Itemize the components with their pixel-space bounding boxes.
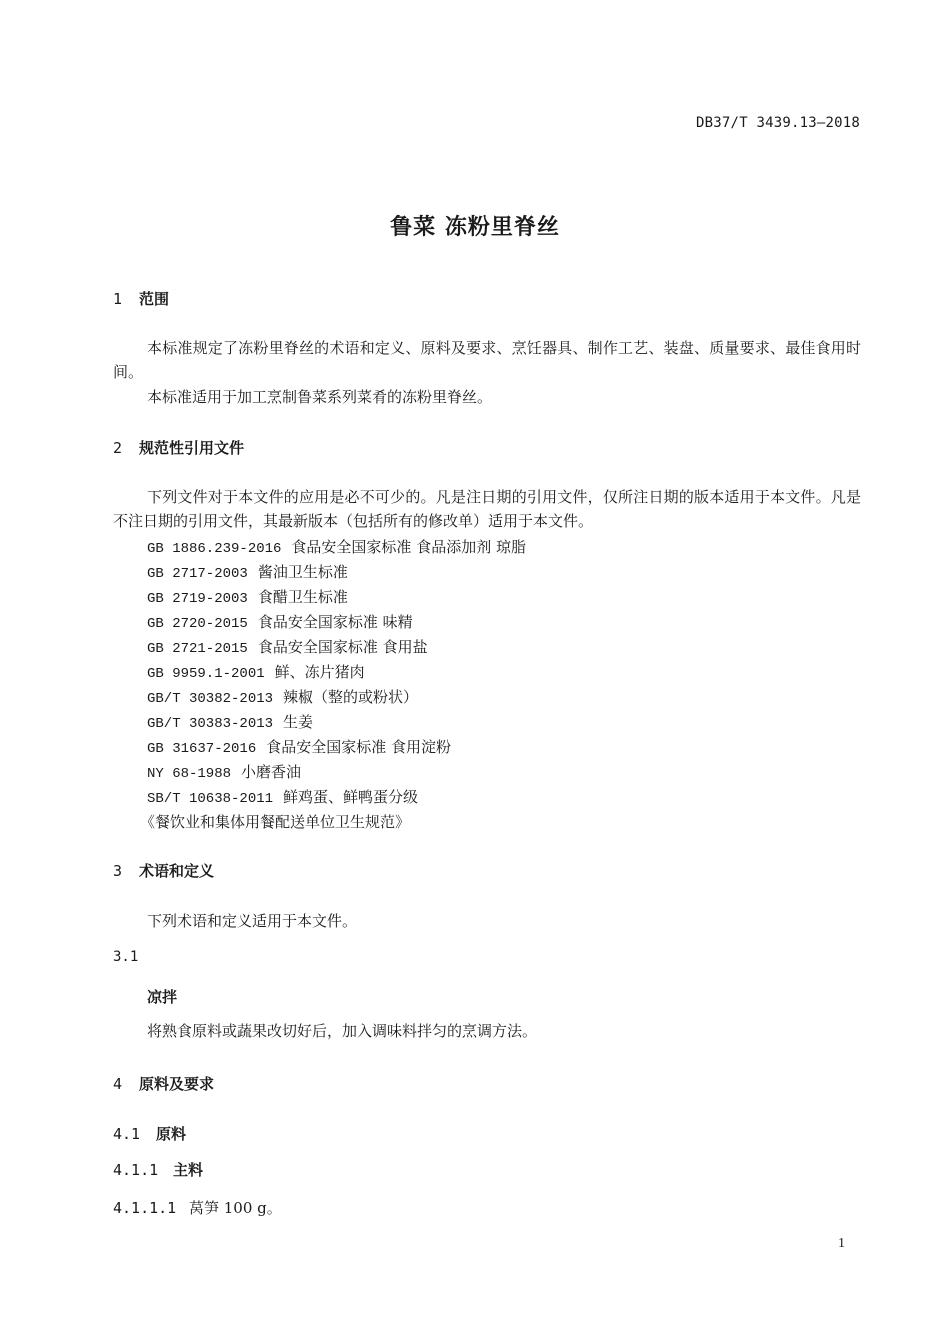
reference-item — [147, 661, 365, 682]
reference-code: GB 1886.239-2016 — [147, 541, 282, 557]
clause-4-1-1-1 — [113, 1197, 282, 1218]
subsection-4-1-heading — [113, 1123, 186, 1144]
reference-title: 食醋卫生标准 — [257, 588, 348, 606]
section-1-paragraph-1: 本标准规定了冻粉里脊丝的术语和定义、原料及要求、烹饪器具、制作工艺、装盘、质量要求、最佳食用时间。 — [113, 339, 861, 381]
reference-item — [147, 636, 428, 657]
reference-item — [147, 686, 418, 707]
subsection-title: 原料 — [156, 1125, 187, 1143]
section-number: 1 — [113, 290, 123, 308]
section-title: 范围 — [139, 290, 170, 308]
document-title: 鲁菜 冻粉里脊丝 — [390, 215, 560, 240]
reference-code: NY 68-1988 — [147, 766, 232, 782]
reference-title: 食品安全国家标准 食用淀粉 — [266, 738, 451, 756]
section-2-heading — [113, 437, 244, 458]
term-label: 凉拌 — [147, 988, 178, 1006]
reference-item — [147, 786, 418, 807]
subsection-title: 主料 — [173, 1161, 204, 1179]
section-title: 术语和定义 — [139, 862, 215, 880]
section-1-paragraph-2: 本标准适用于加工烹制鲁菜系列菜肴的冻粉里脊丝。 — [147, 388, 493, 406]
reference-code: GB 2719-2003 — [147, 591, 248, 607]
standard-code: DB37/T 3439.13—2018 — [696, 115, 860, 131]
reference-title: 鲜鸡蛋、鲜鸭蛋分级 — [283, 788, 419, 806]
subsection-number: 4.1.1 — [113, 1161, 159, 1179]
reference-title: 食品安全国家标准 味精 — [257, 613, 413, 631]
page-number: 1 — [838, 1236, 845, 1251]
reference-code: GB 9959.1-2001 — [147, 666, 265, 682]
reference-code: GB 2721-2015 — [147, 641, 248, 657]
reference-code: GB 2720-2015 — [147, 616, 248, 632]
reference-item — [147, 561, 348, 582]
reference-title: 小磨香油 — [241, 763, 302, 781]
section-title: 原料及要求 — [139, 1075, 215, 1093]
reference-item — [147, 711, 313, 732]
clause-number: 4.1.1.1 — [113, 1199, 177, 1217]
reference-title: 生姜 — [283, 713, 314, 731]
reference-item-regulation: 《餐饮业和集体用餐配送单位卫生规范》 — [140, 813, 411, 831]
section-number: 3 — [113, 862, 123, 880]
section-3-heading — [113, 860, 214, 881]
reference-code: GB/T 30382-2013 — [147, 691, 274, 707]
clause-text: 莴笋 100 g。 — [189, 1199, 282, 1217]
reference-item — [147, 761, 301, 782]
section-1-heading — [113, 288, 169, 309]
reference-code: GB 2717-2003 — [147, 566, 248, 582]
section-number: 2 — [113, 439, 123, 457]
section-number: 4 — [113, 1075, 123, 1093]
subsection-4-1-1-heading — [113, 1159, 203, 1180]
reference-item — [147, 536, 526, 557]
reference-title: 鲜、冻片猪肉 — [274, 663, 365, 681]
reference-item — [147, 586, 348, 607]
section-title: 规范性引用文件 — [139, 439, 245, 457]
reference-title: 酱油卫生标准 — [257, 563, 348, 581]
subsection-3-1-number: 3.1 — [113, 949, 139, 965]
reference-code: GB 31637-2016 — [147, 741, 257, 757]
reference-title: 食品安全国家标准 食用盐 — [257, 638, 428, 656]
term-definition: 将熟食原料或蔬果改切好后，加入调味料拌匀的烹调方法。 — [147, 1022, 538, 1040]
subsection-number: 4.1 — [113, 1125, 141, 1143]
reference-item — [147, 736, 451, 757]
reference-item — [147, 611, 413, 632]
reference-title: 食品安全国家标准 食品添加剂 琼脂 — [291, 538, 526, 556]
reference-title: 辣椒（整的或粉状） — [283, 688, 419, 706]
reference-code: SB/T 10638-2011 — [147, 791, 274, 807]
reference-code: GB/T 30383-2013 — [147, 716, 274, 732]
section-3-intro: 下列术语和定义适用于本文件。 — [147, 912, 358, 930]
section-2-intro: 下列文件对于本文件的应用是必不可少的。凡是注日期的引用文件，仅所注日期的版本适用于本文件。凡是不注日期的引用文件，其最新版本（包括所有的修改单）适用于本文件。 — [113, 488, 861, 530]
section-4-heading — [113, 1073, 214, 1094]
